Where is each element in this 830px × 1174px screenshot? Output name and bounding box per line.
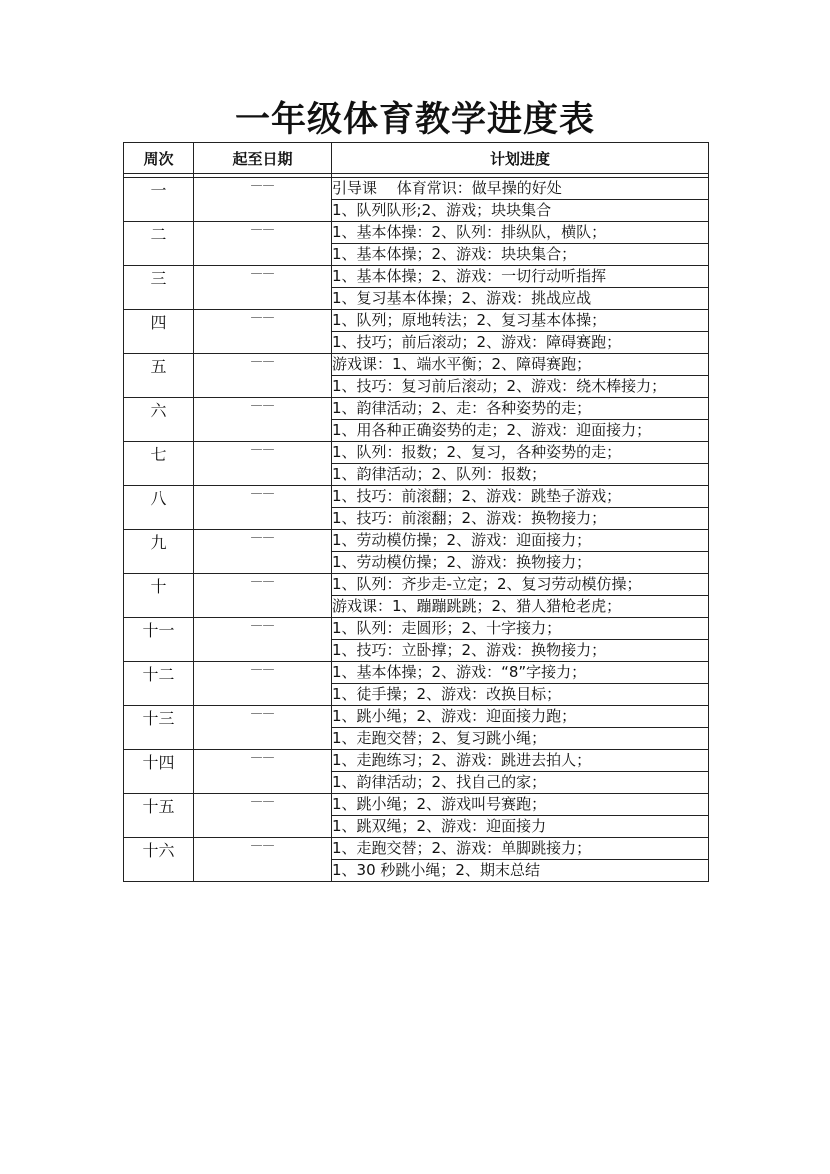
week-cell: 八 — [124, 486, 194, 530]
week-cell: 五 — [124, 354, 194, 398]
table-header-row — [124, 143, 709, 174]
plan-cell: 1、队列：走圆形；2、十字接力； — [332, 618, 709, 640]
week-cell: 四 — [124, 310, 194, 354]
plan-cell: 1、复习基本体操；2、游戏：挑战应战 — [332, 288, 709, 310]
date-cell: —— — [194, 530, 332, 574]
week-cell: 十三 — [124, 706, 194, 750]
week-cell: 十六 — [124, 838, 194, 882]
plan-cell: 1、技巧：前滚翻；2、游戏：换物接力； — [332, 508, 709, 530]
table-row — [124, 794, 709, 816]
plan-cell: 1、基本体操：2、队列：排纵队，横队； — [332, 222, 709, 244]
table-row — [124, 750, 709, 772]
week-cell: 十一 — [124, 618, 194, 662]
plan-cell: 1、用各种正确姿势的走；2、游戏：迎面接力； — [332, 420, 709, 442]
table-row — [124, 178, 709, 200]
plan-cell: 1、基本体操；2、游戏：“8”字接力； — [332, 662, 709, 684]
plan-cell: 1、基本体操；2、游戏：块块集合； — [332, 244, 709, 266]
week-cell: 三 — [124, 266, 194, 310]
table-row — [124, 618, 709, 640]
date-cell: —— — [194, 398, 332, 442]
plan-cell: 1、队列队形;2、游戏；块块集合 — [332, 200, 709, 222]
date-cell: —— — [194, 442, 332, 486]
week-cell: 十二 — [124, 662, 194, 706]
week-cell: 十五 — [124, 794, 194, 838]
plan-cell: 1、走跑交替；2、游戏：单脚跳接力； — [332, 838, 709, 860]
plan-cell: 1、基本体操；2、游戏：一切行动听指挥 — [332, 266, 709, 288]
plan-cell: 游戏课：1、蹦蹦跳跳；2、猎人猎枪老虎； — [332, 596, 709, 618]
plan-cell: 游戏课：1、端水平衡；2、障碍赛跑； — [332, 354, 709, 376]
date-cell: —— — [194, 794, 332, 838]
plan-cell: 1、劳动模仿操；2、游戏：换物接力； — [332, 552, 709, 574]
table-row — [124, 354, 709, 376]
plan-cell: 1、走跑交替；2、复习跳小绳； — [332, 728, 709, 750]
plan-cell: 1、30 秒跳小绳；2、期末总结 — [332, 860, 709, 882]
plan-cell: 1、队列：齐步走-立定；2、复习劳动模仿操； — [332, 574, 709, 596]
plan-cell: 1、跳小绳；2、游戏：迎面接力跑； — [332, 706, 709, 728]
date-cell: —— — [194, 618, 332, 662]
header-date: 起至日期 — [194, 143, 332, 174]
date-cell: —— — [194, 222, 332, 266]
date-cell: —— — [194, 486, 332, 530]
schedule-table — [123, 142, 709, 882]
table-row — [124, 310, 709, 332]
week-cell: 十 — [124, 574, 194, 618]
table-row — [124, 706, 709, 728]
date-cell: —— — [194, 266, 332, 310]
plan-cell: 1、技巧；前后滚动；2、游戏：障碍赛跑； — [332, 332, 709, 354]
week-cell: 七 — [124, 442, 194, 486]
date-cell: —— — [194, 662, 332, 706]
date-cell: —— — [194, 574, 332, 618]
table-row — [124, 266, 709, 288]
date-cell: —— — [194, 750, 332, 794]
header-week: 周次 — [124, 143, 194, 174]
table-row — [124, 486, 709, 508]
plan-cell: 引导课 体育常识：做早操的好处 — [332, 178, 709, 200]
plan-cell: 1、韵律活动；2、队列：报数； — [332, 464, 709, 486]
date-cell: —— — [194, 178, 332, 222]
table-row — [124, 222, 709, 244]
plan-cell: 1、走跑练习；2、游戏：跳进去拍人； — [332, 750, 709, 772]
table-row — [124, 398, 709, 420]
plan-cell: 1、队列；原地转法；2、复习基本体操； — [332, 310, 709, 332]
date-cell: —— — [194, 838, 332, 882]
plan-cell: 1、韵律活动；2、走：各种姿势的走； — [332, 398, 709, 420]
plan-cell: 1、技巧：立卧撑；2、游戏：换物接力； — [332, 640, 709, 662]
plan-cell: 1、劳动模仿操；2、游戏：迎面接力； — [332, 530, 709, 552]
date-cell: —— — [194, 706, 332, 750]
plan-cell: 1、跳双绳；2、游戏：迎面接力 — [332, 816, 709, 838]
header-plan: 计划进度 — [332, 143, 709, 174]
date-cell: —— — [194, 354, 332, 398]
plan-cell: 1、队列：报数；2、复习，各种姿势的走； — [332, 442, 709, 464]
plan-cell: 1、跳小绳；2、游戏叫号赛跑； — [332, 794, 709, 816]
date-cell: —— — [194, 310, 332, 354]
week-cell: 二 — [124, 222, 194, 266]
plan-cell: 1、徒手操；2、游戏：改换目标； — [332, 684, 709, 706]
table-row — [124, 530, 709, 552]
week-cell: 六 — [124, 398, 194, 442]
table-row — [124, 662, 709, 684]
week-cell: 九 — [124, 530, 194, 574]
table-row — [124, 574, 709, 596]
plan-cell: 1、技巧：复习前后滚动；2、游戏：绕木棒接力； — [332, 376, 709, 398]
week-cell: 十四 — [124, 750, 194, 794]
plan-cell: 1、韵律活动；2、找自己的家； — [332, 772, 709, 794]
table-row — [124, 838, 709, 860]
table-row — [124, 442, 709, 464]
week-cell: 一 — [124, 178, 194, 222]
plan-cell: 1、技巧：前滚翻；2、游戏：跳垫子游戏； — [332, 486, 709, 508]
page-title: 一年级体育教学进度表 — [234, 100, 595, 140]
